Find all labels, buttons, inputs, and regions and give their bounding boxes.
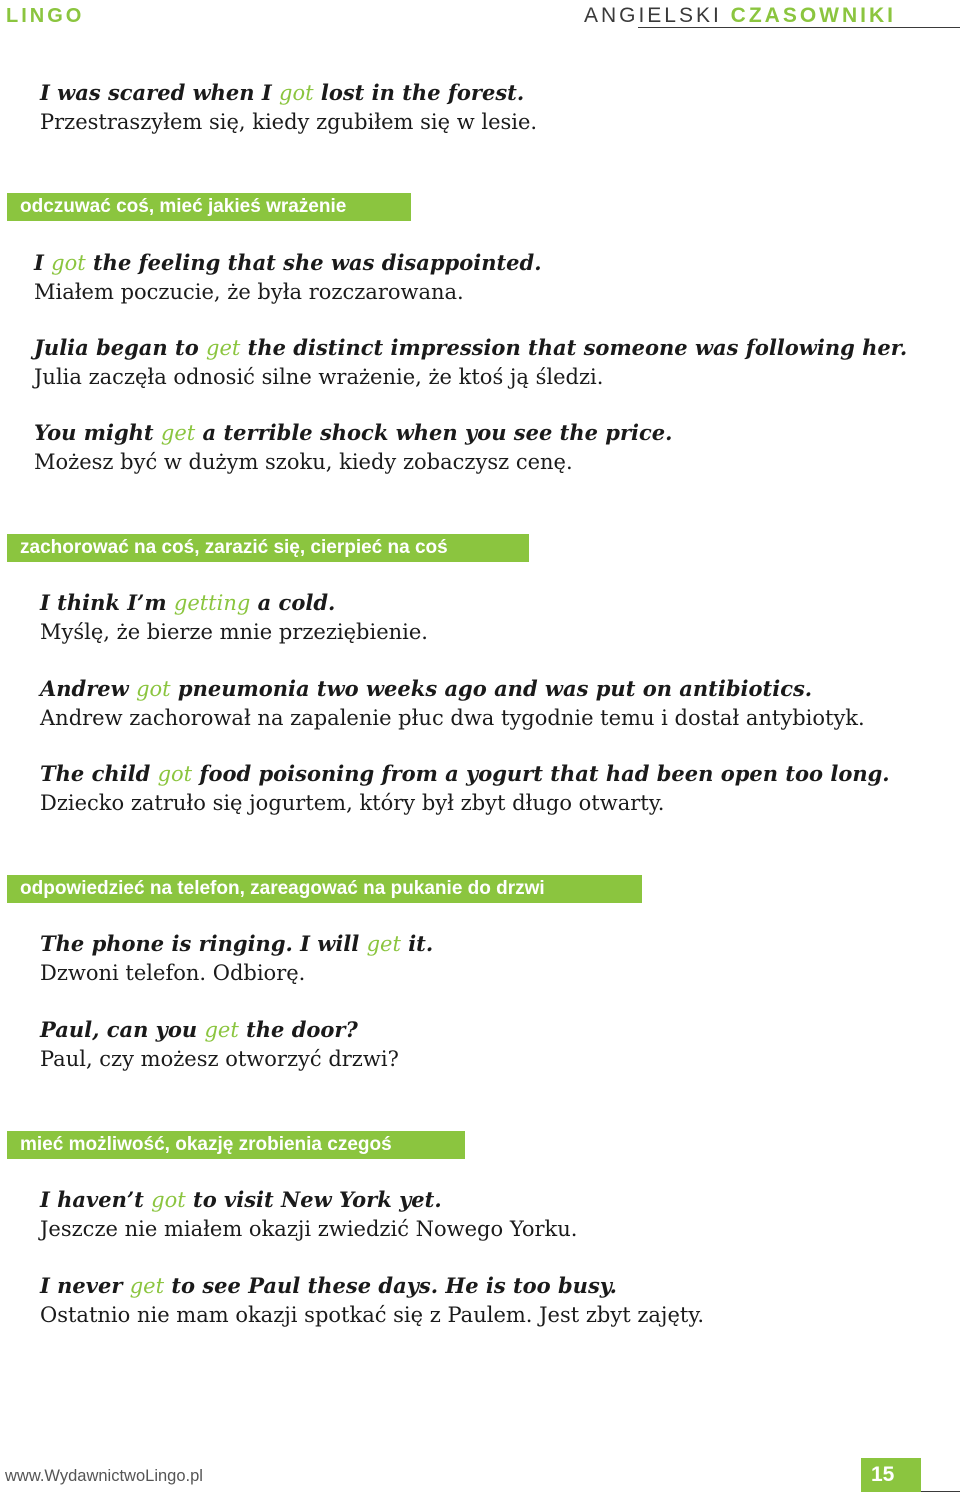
footer-url-prefix: www. xyxy=(5,1467,45,1485)
example-english-post: the feeling that she was disappointed. xyxy=(85,250,542,275)
example-english-pre: Julia began to xyxy=(34,335,207,360)
example-english-pre: I xyxy=(34,250,52,275)
footer-url-main: WydawnictwoLingo.pl xyxy=(44,1467,203,1485)
example-english-post: the door? xyxy=(238,1017,358,1042)
example-polish: Przestraszyłem się, kiedy zgubiłem się w lesie. xyxy=(40,109,538,134)
example-polish: Dziecko zatruło się jogurtem, który był zbyt długo otwarty. xyxy=(40,790,665,815)
example-english-pre: I think I’m xyxy=(40,590,174,615)
example-verb: get xyxy=(129,1274,165,1298)
example-english-post: the distinct impression that someone was following her. xyxy=(240,335,908,360)
example-english xyxy=(40,79,537,108)
example-english xyxy=(40,760,890,789)
example-verb: got xyxy=(279,81,314,105)
example-item xyxy=(34,334,907,391)
example-item xyxy=(40,760,890,817)
example-english-pre: I haven’t xyxy=(40,1187,152,1212)
example-item xyxy=(40,1272,704,1329)
example-polish: Ostatnio nie mam okazji spotkać się z Paulem. Jest zbyt zajęty. xyxy=(40,1302,705,1327)
example-english-pre: The child xyxy=(40,761,158,786)
footer-website-link[interactable] xyxy=(5,1467,203,1486)
section-heading: mieć możliwość, okazję zrobienia czegoś xyxy=(7,1131,465,1159)
example-english-post: it. xyxy=(400,931,434,956)
example-item xyxy=(34,419,672,476)
example-english-post: food poisoning from a yogurt that had been open too long. xyxy=(192,761,890,786)
example-english-post: a cold. xyxy=(250,590,336,615)
example-english-post: a terrible shock when you see the price. xyxy=(195,420,673,445)
section-heading: zachorować na coś, zarazić się, cierpieć na coś xyxy=(7,534,529,562)
example-verb: get xyxy=(160,421,196,445)
example-english xyxy=(40,1272,704,1301)
section-heading: odczuwać coś, mieć jakieś wrażenie xyxy=(7,193,411,221)
header-rule xyxy=(638,27,960,28)
example-english xyxy=(40,675,865,704)
example-verb: get xyxy=(204,1018,239,1042)
example-verb: got xyxy=(51,251,86,275)
example-verb: got xyxy=(151,1188,186,1212)
example-verb: get xyxy=(366,932,401,956)
example-english xyxy=(40,1186,577,1215)
example-polish: Andrew zachorował na zapalenie płuc dwa tygodnie temu i dostał antybiotyk. xyxy=(40,705,865,730)
example-english xyxy=(40,930,433,959)
example-verb: get xyxy=(206,336,241,360)
lingo-logo: LINGO xyxy=(6,5,85,27)
example-polish: Możesz być w dużym szoku, kiedy zobaczysz cenę. xyxy=(34,449,573,474)
example-item xyxy=(40,1186,577,1243)
example-english-pre: Andrew xyxy=(40,676,137,701)
example-item xyxy=(40,930,433,987)
example-english xyxy=(34,249,542,278)
example-english xyxy=(34,419,672,448)
example-item xyxy=(40,675,865,732)
example-polish: Paul, czy możesz otworzyć drzwi? xyxy=(40,1046,399,1071)
section-heading: odpowiedzieć na telefon, zareagować na pukanie do drzwi xyxy=(7,875,642,903)
footer-rule xyxy=(921,1491,960,1492)
example-english-pre: You might xyxy=(34,420,161,445)
example-polish: Myślę, że bierze mnie przeziębienie. xyxy=(40,619,428,644)
header-title-part1: ANGIELSKI xyxy=(583,4,731,27)
example-item xyxy=(40,79,537,136)
example-english-post: to see Paul these days. He is too busy. xyxy=(164,1273,617,1298)
example-polish: Miałem poczucie, że była rozczarowana. xyxy=(34,279,464,304)
example-polish: Julia zaczęła odnosić silne wrażenie, że ktoś ją śledzi. xyxy=(34,364,604,389)
page-header-title xyxy=(584,4,896,28)
header-title-part2: CZASOWNIKI xyxy=(730,4,896,27)
example-english xyxy=(34,334,907,363)
example-verb: got xyxy=(136,677,171,701)
example-item xyxy=(34,249,542,306)
example-english-pre: I never xyxy=(40,1273,130,1298)
page-number: 15 xyxy=(861,1458,921,1492)
example-polish: Dzwoni telefon. Odbiorę. xyxy=(40,960,306,985)
example-verb: getting xyxy=(173,591,251,615)
example-polish: Jeszcze nie miałem okazji zwiedzić Nowego Yorku. xyxy=(40,1216,578,1241)
example-item xyxy=(40,589,428,646)
example-english-pre: The phone is ringing. I will xyxy=(40,931,367,956)
example-english-post: pneumonia two weeks ago and was put on antibiotics. xyxy=(170,676,813,701)
example-english-post: to visit New York yet. xyxy=(185,1187,442,1212)
example-english-pre: I was scared when I xyxy=(40,80,280,105)
example-verb: got xyxy=(157,762,193,786)
example-english-pre: Paul, can you xyxy=(40,1017,205,1042)
example-english xyxy=(40,1016,399,1045)
example-item xyxy=(40,1016,399,1073)
example-english xyxy=(40,589,428,618)
example-english-post: lost in the forest. xyxy=(313,80,525,105)
